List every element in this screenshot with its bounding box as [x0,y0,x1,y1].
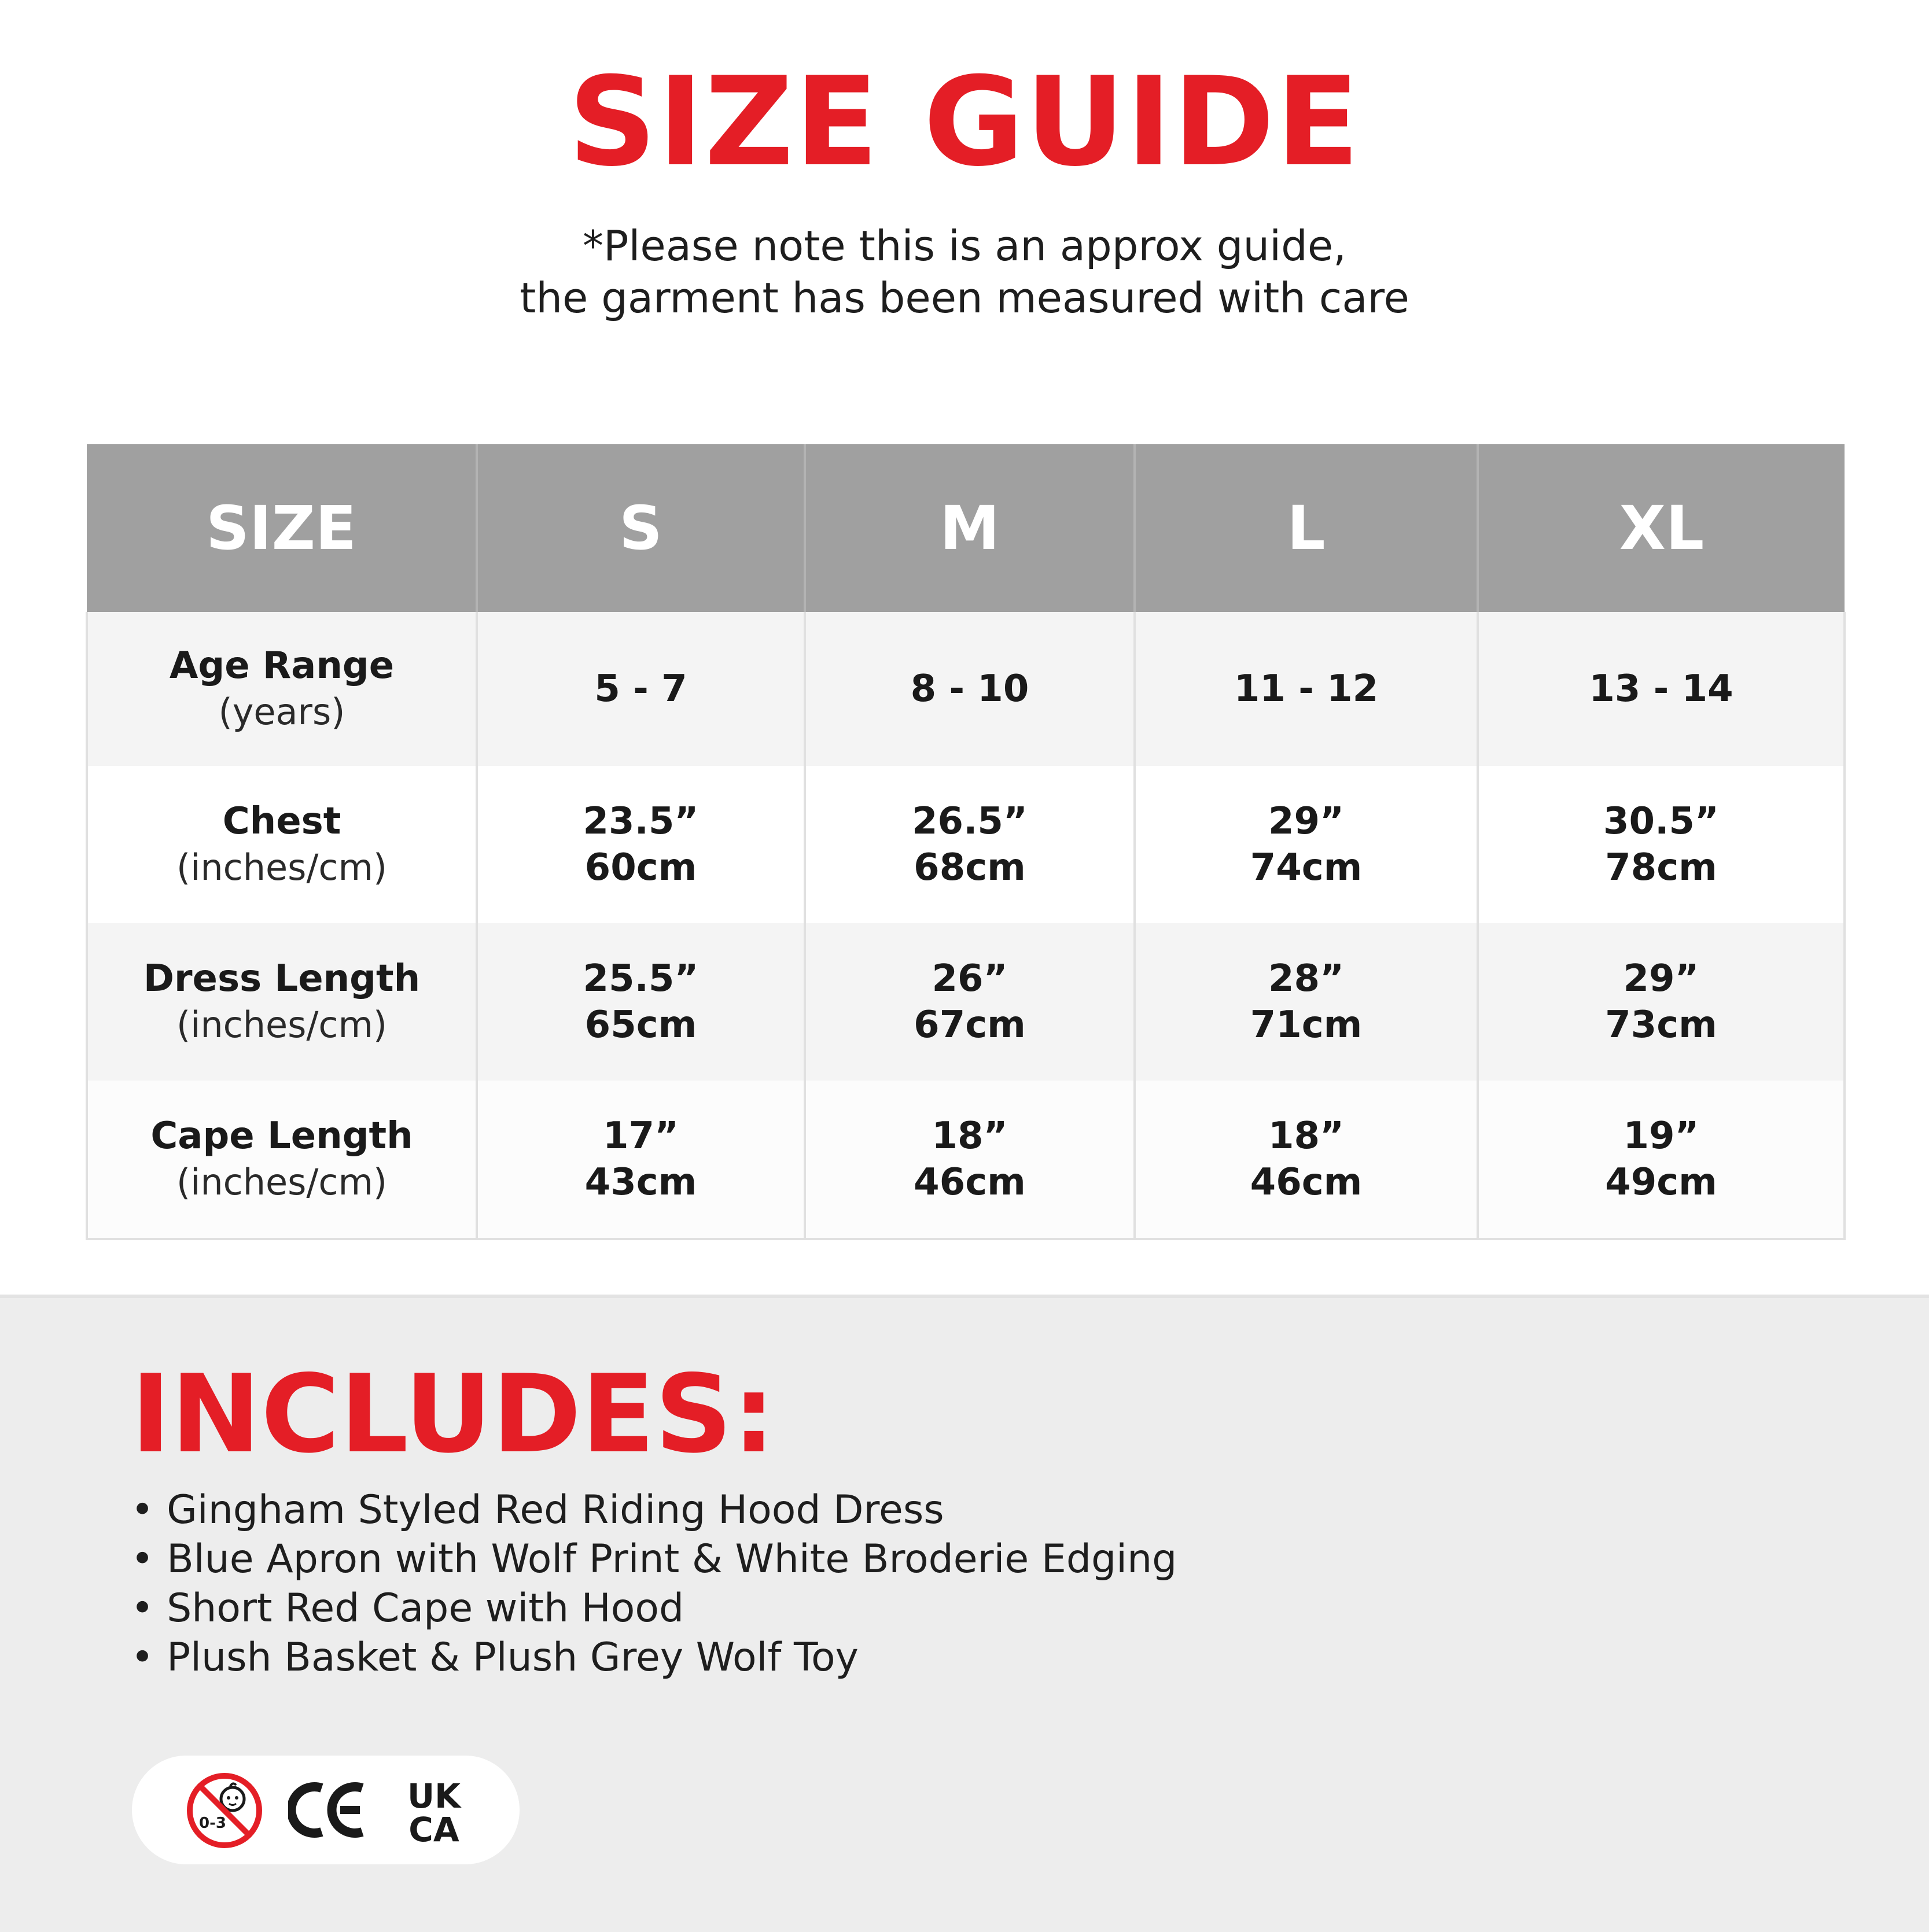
inches-value: 19” [1623,1115,1699,1157]
includes-heading: INCLUDES: [131,1351,776,1477]
row-unit: (inches/cm) [176,1161,388,1203]
row-label-cell [87,766,477,923]
size-table [86,444,1846,1240]
cape-cell-s [477,1081,805,1239]
chest-cell-xl [1478,766,1845,923]
list-item: • Short Red Cape with Hood [131,1584,1177,1633]
age-cell-s [477,612,805,766]
inches-value: 26” [932,957,1008,1000]
row-unit: (inches/cm) [176,1004,388,1046]
ukca-mark-icon [399,1776,469,1845]
cm-value: 46cm [914,1161,1026,1204]
inches-value: 18” [1268,1115,1345,1157]
ukca-line-1: UK [407,1776,461,1816]
cm-value: 71cm [1250,1004,1363,1046]
table-row-age-range [87,612,1845,766]
dress-cell-s [477,923,805,1081]
header-xl: XL [1478,444,1845,612]
header-m: M [805,444,1135,612]
age-value: 13 - 14 [1589,668,1733,710]
list-item: • Plush Basket & Plush Grey Wolf Toy [131,1633,1177,1682]
inches-value: 26.5” [912,800,1028,843]
inches-value: 25.5” [583,957,699,1000]
cm-value: 43cm [584,1161,697,1204]
header-s: S [477,444,805,612]
table-row-cape-length [87,1081,1845,1239]
age-cell-xl [1478,612,1845,766]
age-cell-l [1135,612,1478,766]
inches-value: 29” [1623,957,1699,1000]
cm-value: 49cm [1605,1161,1717,1204]
header-size: SIZE [87,444,477,612]
cm-value: 67cm [914,1004,1026,1046]
inches-value: 17” [602,1115,679,1157]
cm-value: 46cm [1250,1161,1363,1204]
cm-value: 68cm [914,846,1026,889]
age-value: 8 - 10 [910,668,1029,710]
chest-cell-l [1135,766,1478,923]
cm-value: 60cm [584,846,697,889]
chest-cell-m [805,766,1135,923]
row-label-cell [87,612,477,766]
cape-cell-m [805,1081,1135,1239]
inches-value: 29” [1268,800,1345,843]
row-label: Chest [222,800,341,843]
chest-cell-s [477,766,805,923]
row-label-cell [87,1081,477,1239]
age-warning-label: 0-3 [199,1815,226,1832]
size-note-line-2: the garment has been measured with care [520,274,1409,322]
page-title: SIZE GUIDE [568,50,1361,193]
size-note-line-1: *Please note this is an approx guide, [582,222,1347,270]
header-l: L [1135,444,1478,612]
cm-value: 74cm [1250,846,1363,889]
row-label: Dress Length [143,957,421,1000]
size-note [0,220,1929,324]
dress-cell-xl [1478,923,1845,1081]
row-label: Age Range [169,644,395,687]
cm-value: 73cm [1605,1004,1717,1046]
table-header-row [87,444,1845,612]
inches-value: 28” [1268,957,1345,1000]
age-cell-m [805,612,1135,766]
age-value: 11 - 12 [1234,668,1379,710]
cm-value: 65cm [584,1004,697,1046]
cape-cell-l [1135,1081,1478,1239]
age-value: 5 - 7 [594,668,687,710]
row-label: Cape Length [150,1115,413,1157]
table-row-chest [87,766,1845,923]
row-unit: (years) [218,691,345,733]
list-item: • Blue Apron with Wolf Print & White Broderie Edging [131,1535,1177,1584]
list-item: • Gingham Styled Red Riding Hood Dress [131,1485,1177,1535]
inches-value: 18” [932,1115,1008,1157]
table-row-dress-length [87,923,1845,1081]
row-label-cell [87,923,477,1081]
inches-value: 23.5” [583,800,699,843]
ce-mark-icon [288,1781,369,1839]
cm-value: 78cm [1605,846,1717,889]
row-unit: (inches/cm) [176,846,388,888]
includes-list [131,1485,1177,1682]
inches-value: 30.5” [1603,800,1719,843]
not-suitable-under-3-icon [185,1771,264,1850]
safety-marks-badge [132,1756,520,1864]
cape-cell-xl [1478,1081,1845,1239]
ukca-line-2: CA [408,1810,459,1845]
dress-cell-l [1135,923,1478,1081]
dress-cell-m [805,923,1135,1081]
